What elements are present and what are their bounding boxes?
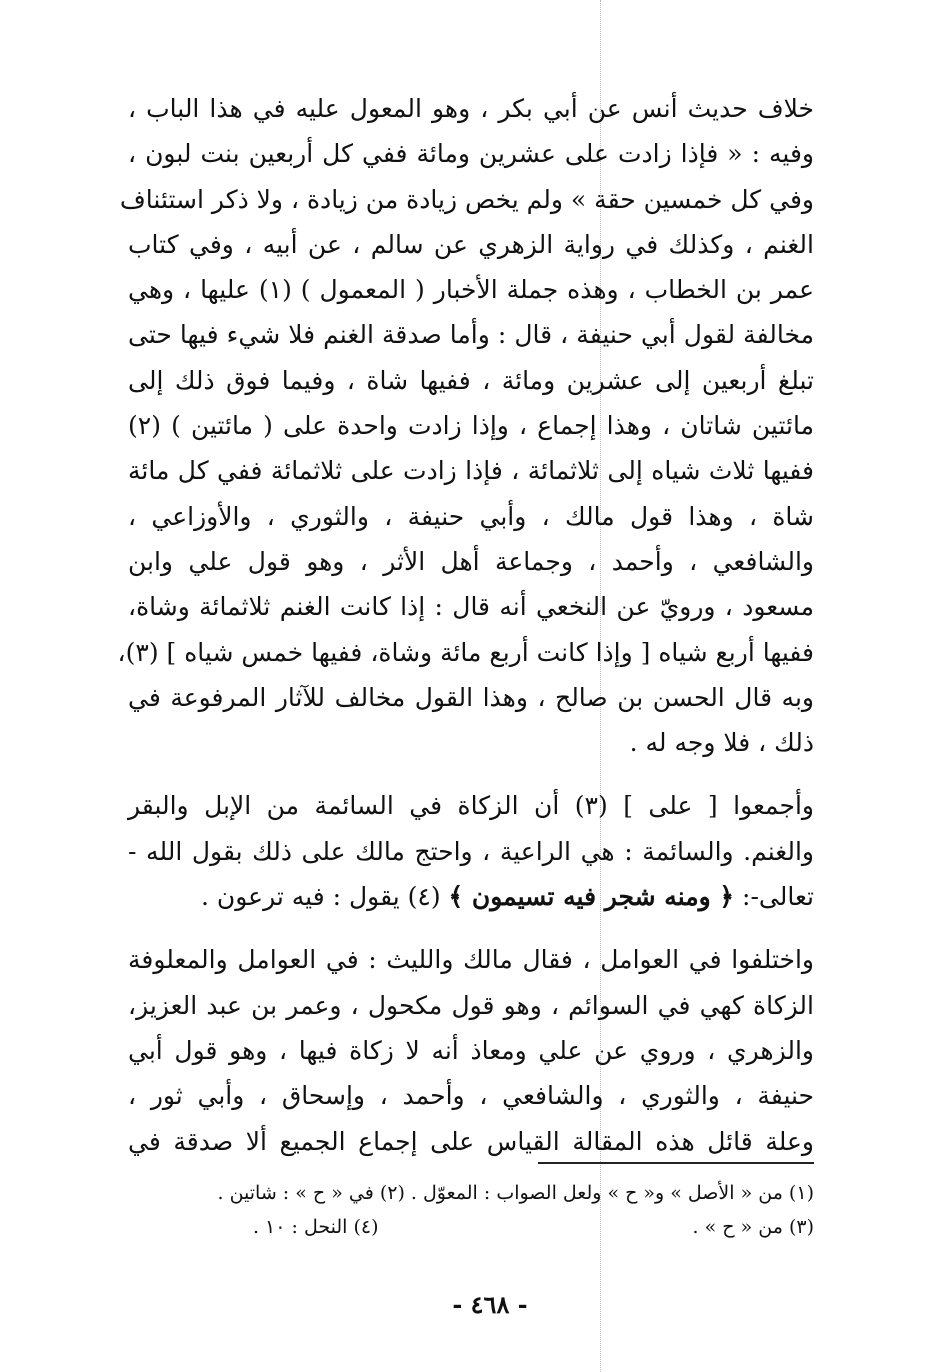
body-line: والغنم. والسائمة : هي الراعية ، واحتج مالك على ذلك بقول الله - [128,836,814,866]
body-line: ففيها ثلاث شياه إلى ثلاثمائة ، فإذا زادت على ثلاثمائة ففي كل مائة [128,456,814,486]
body-line: عمر بن الخطاب ، وهذه جملة الأخبار ( المعمول ) (١) عليها ، وهي [128,275,815,305]
quran-verse: ﴿ ومنه شجر فيه تسيمون ﴾ [448,882,735,912]
body-line: وفي كل خمسين حقة » ولم يخص زيادة من زيادة ، ولا ذكر استئناف [119,184,814,214]
page-number: - ٤٦٨ - [452,1290,528,1319]
line-end: (٤) يقول : فيه ترعون . [201,882,449,912]
body-line: مسعود ، ورويّ عن النخعي أنه قال : إذا كانت الغنم ثلاثمائة وشاة، [128,592,814,622]
body-line: ففيها أربع شياه [ وإذا كانت أربع مائة وشاة، ففيها خمس شياه ] (٣)، [117,637,814,667]
body-line: وبه قال الحسن بن صالح ، وهذا القول مخالف للآثار المرفوعة في [128,682,814,712]
body-line: والشافعي ، وأحمد ، وجماعة أهل الأثر ، وهو قول علي وابن [128,546,814,576]
body-line: والزهري ، وروي عن علي ومعاذ أنه لا زكاة فيها ، وهو قول أبي [128,1035,814,1065]
footnotes [150,1176,814,1244]
paragraph-gap [128,765,814,783]
footnote-line: (٣) من « ح » . (٤) النحل : ١٠ . [252,1216,814,1238]
main-text [117,86,815,1164]
body-line: ذلك ، فلا وجه له . [629,728,814,758]
body-line [128,874,814,919]
footnote-separator [538,1162,814,1164]
body-line: تبلغ أربعين إلى عشرين ومائة ، ففيها شاة ، وفيما فوق ذلك إلى [128,365,814,395]
body-line: خلاف حديث أنس عن أبي بكر ، وهو المعول عليه في هذا الباب ، [128,94,814,123]
body-line: مائتين شاتان ، وهذا إجماع ، وإذا زادت واحدة على ( مائتين ) (٢) [128,411,814,441]
footnote-line: (١) من « الأصل » و« ح » ولعل الصواب : المعوّل . (٢) في « ح » : شاتين . [217,1182,814,1204]
body-line: الزكاة كهي في السوائم ، وهو قول مكحول ، وعمر بن عبد العزيز، [128,990,814,1020]
body-line: وعلة قائل هذه المقالة القياس على إجماع الجميع ألا صدقة في [128,1126,814,1156]
body-line: وأجمعوا [ على ] (٣) أن الزكاة في السائمة من الإبل والبقر [128,791,814,821]
body-line: واختلفوا في العوامل ، فقال مالك والليث : في العوامل والمعلوفة [128,945,814,975]
body-line: حنيفة ، والثوري ، والشافعي ، وأحمد ، وإسحاق ، وأبي ثور ، [128,1081,814,1111]
paragraph-gap [128,919,814,937]
body-line: شاة ، وهذا قول مالك ، وأبي حنيفة ، والثوري ، والأوزاعي ، [128,501,814,531]
body-line: الغنم ، وكذلك في رواية الزهري عن سالم ، عن أبيه ، وفي كتاب [128,229,814,259]
body-line: مخالفة لقول أبي حنيفة ، قال : وأما صدقة الغنم فلا شيء فيها حتى [128,320,814,350]
body-line: وفيه : « فإذا زادت على عشرين ومائة ففي كل أربعين بنت لبون ، [128,139,814,169]
line-start: تعالى-: [734,882,814,912]
